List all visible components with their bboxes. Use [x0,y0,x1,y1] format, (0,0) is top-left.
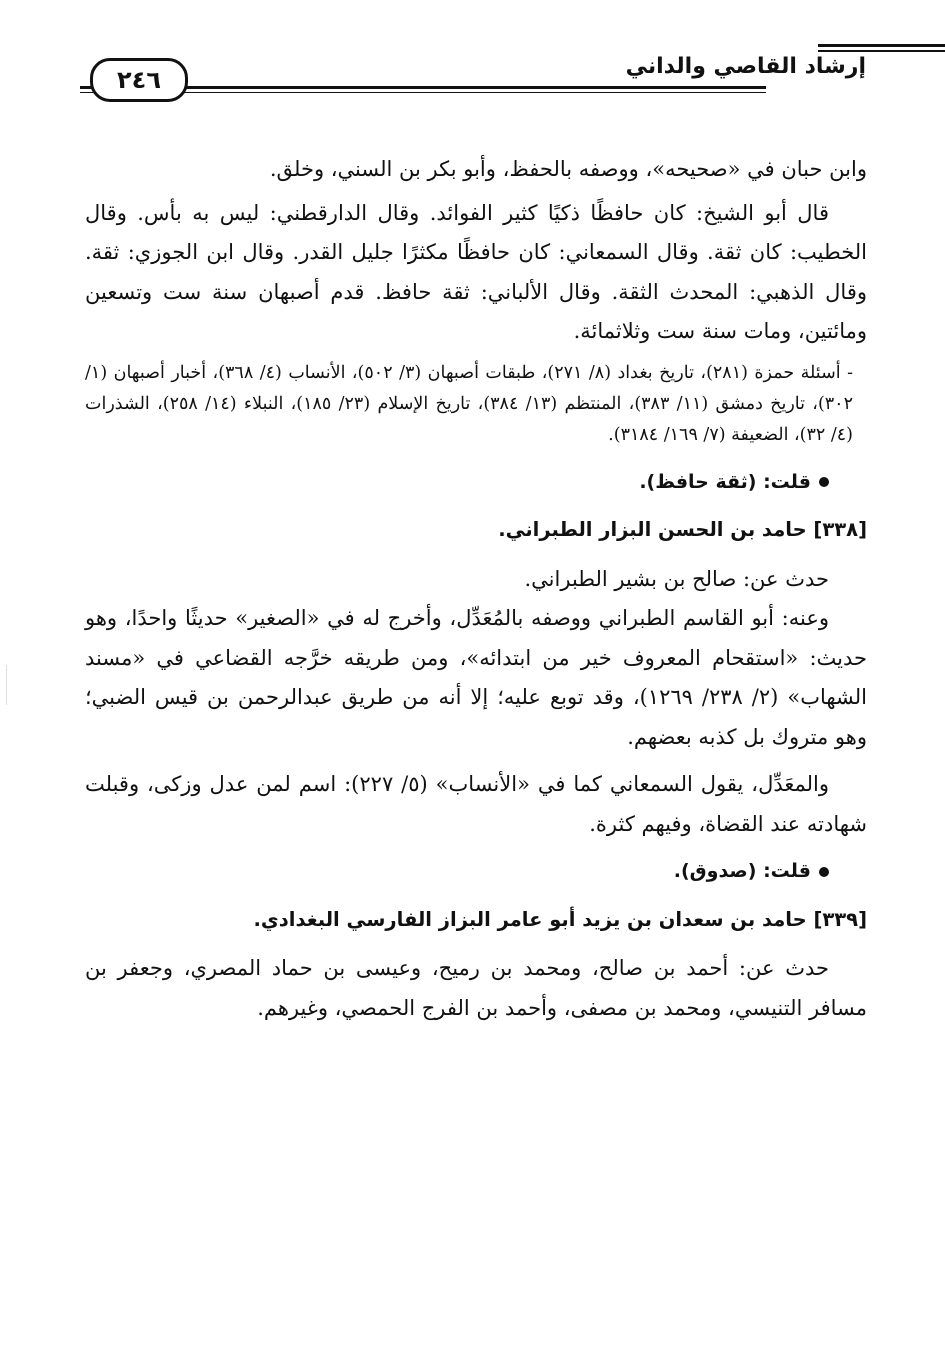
bullet-icon [819,867,829,877]
paragraph: حدث عن: أحمد بن صالح، ومحمد بن رميح، وعيسى بن حماد المصري، وجعفر بن مسافر التنيسي، ومحمد بن مصفى، وأحمد بن الفرج الحمصي، وغيرهم. [85,956,867,1020]
bullet-icon [819,477,829,487]
page-body [85,150,867,1028]
running-title: إرشاد القاصي والداني [625,54,866,79]
author-verdict [85,463,867,503]
paragraph: قال أبو الشيخ: كان حافظًا ذكيًا كثير الفوائد. وقال الدارقطني: ليس به بأس. وقال الخطيب: كان ثقة. وقال السمعاني: كان حافظًا مكثرًا جليل القدر. وقال ابن الجوزي: ثقة. وقال الذهبي: المحدث الثقة. وقال الألباني: ثقة حافظ. قدم أصبهان سنة ست وتسعين ومائتين، ومات سنة ست وثلاثمائة. [85,200,867,343]
verdict-text: قلت: (ثقة حافظ). [639,470,811,493]
paragraph: حدث عن: صالح بن بشير الطبراني. [524,566,829,591]
header-tail-rule [818,44,945,47]
header-tail-rule-thin [818,50,945,52]
page-number: ٢٤٦ [90,58,188,102]
author-verdict [85,852,867,892]
references-footnote: - أسئلة حمزة (٢٨١)، تاريخ بغداد (٨/ ٢٧١)، طبقات أصبهان (٣/ ٥٠٢)، الأنساب (٤/ ٣٦٨)، أخبار أصبهان (١/ ٣٠٢)، تاريخ دمشق (١١/ ٣٨٣)، المنتظم (١٣/ ٣٨٤)، تاريخ الإسلام (٢٣/ ١٨٥)، النبلاء (١٤/ ٢٥٨)، الشذرات (٤/ ٣٢)، الضعيفة (٧/ ١٦٩/ ٣١٨٤). [85,362,853,445]
paragraph: وابن حبان في «صحيحه»، ووصفه بالحفظ، وأبو بكر بن السني، وخلق. [269,157,867,181]
paragraph: وعنه: أبو القاسم الطبراني ووصفه بالمُعَدِّل، وأخرج له في «الصغير» حديثًا واحدًا، وهو حديث: «استقحام المعروف خير من ابتدائه»، ومن طريقه خرَّجه القضاعي في «مسند الشهاب» (٢/ ٢٣٨/ ١٢٦٩)، وقد توبع عليه؛ إلا أنه من طريق عبدالرحمن بن قيس الضبي؛ وهو متروك بل كذبه بعضهم. [85,606,868,749]
entry-heading: [٣٣٩] حامد بن سعدان بن يزيد أبو عامر البزاز الفارسي البغدادي. [253,907,867,931]
page-header [80,44,866,104]
entry-heading: [٣٣٨] حامد بن الحسن البزار الطبراني. [498,518,867,541]
margin-mark [6,665,7,705]
paragraph: والمعَدِّل، يقول السمعاني كما في «الأنساب» (٥/ ٢٢٧): اسم لمن عدل وزكى، وقبلت شهادته عند القضاة، وفيهم كثرة. [85,772,867,836]
verdict-text: قلت: (صدوق). [673,860,811,882]
